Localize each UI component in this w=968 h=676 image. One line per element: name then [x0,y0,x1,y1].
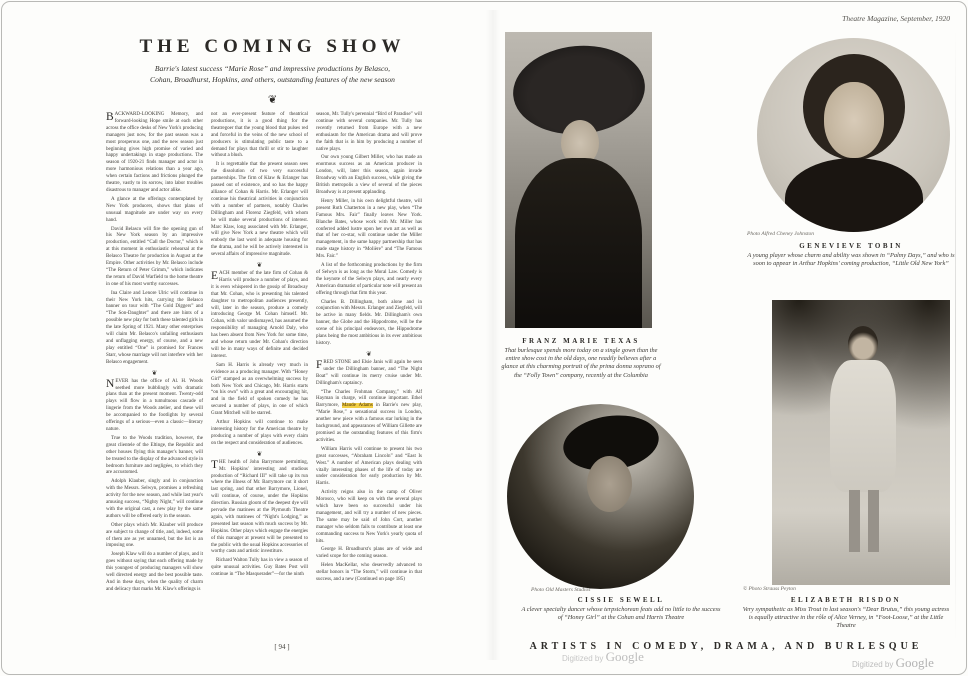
article-paragraph: Richard Walton Tully has in view a season of quite unusual activities. Guy Bates Post will continue in “The Masquerader”—for the ninth [211,558,308,578]
photo-name-risdon: ELIZABETH RISDON [790,596,902,604]
magazine-issue-header: Theatre Magazine, September, 1920 [842,14,950,23]
article-paragraph: Activity reigns also in the camp of Oliver Morosco, who will keep on with the several plays which have been so successful under his management, and will try a number of new pieces. The same may be said of John Cort, another manager who seldom fails to contribute at least one commanding success to New York's yearly quota of hits. [316,490,422,544]
cissie-sewell-photo [507,404,694,589]
article-paragraph: Joseph Klaw will do a number of plays, and it goes without saying that each offering made by this youngest of producing managers will show well directed energy and the best possible taste. And in these days, when the quality of charm and delicacy that marks Mr. Klaw's offerings is [106,552,203,592]
article-title: THE COMING SHOW [139,36,406,57]
article-paragraph: Ina Claire and Lenore Ulric will continue in their New York hits, carrying the Belasco banner on tour with “The Gold Diggers” and “The Son-Daughter” and there are hints of a possible new play for both these talented girls in the late Spring of 1921. Many other enterprises will claim Mr. Belasco's unfailing enthusiasm and unflagging energy, of course, and a new play entitled “One” is promised for Frances Starr, whose marriage will not interfere with her Belasco engagement. [106,290,203,365]
google-logo: Google [605,649,644,664]
photo-name-sewell: CISSIE SEWELL [577,596,665,604]
article-paragraph: William Harris will continue to present his two great successes, “Abraham Lincoln” and “East Is West.” A number of American plays dealing with vitally interesting phases of the life of today are under consideration for early production by Mr. Harris. [316,446,422,487]
drop-cap: E [211,270,219,283]
photo-name-franz: FRANZ MARIE TEXAS [522,337,640,345]
article-paragraph: “The Charles Frohman Company,” with Alf Hayman in charge, will continue important. Ethel Barrymore, Maude Adams in Barrie's new play, “Marie Rose,” a sensational success in London, another new piece with a famous star lurking in the background, and appearances of William Gillette are promised as the outstanding features of this firm's activities. [316,389,422,443]
shoulders-shape [785,158,923,232]
article-paragraph: David Belasco will fire the opening gun of his New York season by an impressive production, entitled “Call the Doctor,” which is at this moment in enthusiastic rehearsal at the Belasco Theatre for production in August at the Empire. Other activities by Mr. Belasco include “The Return of Peter Grimm,” which indicates the return of David Warfield to the home theatre in one of his most worthy successes. [106,226,203,287]
article-paragraph: Adolph Klauber, singly and in conjunction with the Messrs. Selwyn, promises a refreshing activity for the new season, and while last year's amusing success, “Nighty Night,” will continue with the original cast, a new play by the same authors will be offered early in the season. [106,479,203,519]
article-paragraph: A list of the forthcoming productions by the firm of Selwyn is as long as the Moral Law. Comedy is the keynote of the Selwyn plays, and nearly every American dramatist of particular note will present an offering through that firm this year. [316,263,422,296]
head-shape [848,326,878,362]
page-edge-line [955,28,956,643]
google-watermark [562,649,644,665]
photo-name-tobin: GENEVIEVE TOBIN [799,242,903,250]
photo-credit-sewell: Photo Old Masters Studios [531,587,591,593]
drop-cap: F [316,358,323,371]
photo-caption-sewell: A clever specialty dancer whose terpsichorean feats add no little to the success of “Honey Girl” at the Cohan and Harris Theatre [521,606,721,622]
article-columns [106,112,422,596]
subtitle-line-2: Cohan, Broadhurst, Hopkins, and others, outstanding features of the new season [150,74,395,84]
article-paragraph: EACH member of the late firm of Cohan & Harris will produce a number of plays, and it is even whispered in the gossip of Broadway that Mr. Cohan, who is presenting his talented daughter to metropolitan audiences presently, will, later in the season, produce a comedy introducing George M. Cohan himself. Mr. Cohan, with valor undismayed, has assumed the responsibility of managing Arnold Daly, who has been absent from New York for some time, and whose return under Mr. Cohan's direction will be in many ways of definite and decided interest. [211,270,308,359]
section-ornament-icon: ❦ [256,262,263,270]
subtitle-line-1: Barrie's latest success “Marie Rose” and impressive productions by Belasco, [154,64,391,73]
google-logo: Google [895,655,934,670]
drop-cap: N [106,377,115,390]
elizabeth-risdon-photo [772,300,950,585]
article-paragraph: Henry Miller, in his own delightful theatre, will present Ruth Chatterton in a new play, when “The Famous Mrs. Fair” finally leaves New York. Blanche Bates, whose work with Mr. Miller has conferred added lustre upon her own art as well as that of her co-star, will continue under the Miller management, in the same happy partnership that has made stage history in “Molière” and “The Famous Mrs. Fair.” [316,198,422,260]
article-paragraph: Charles B. Dillingham, both alone and in conjunction with Messrs. Erlanger and Ziegfeld, will be active in many fields. Mr. Dillingham's own banner, the Globe and the Hippodrome, will be the scene of his principal endeavors, the Hippodrome plans being the most ambitious in its ever ambitious history. [316,299,422,346]
face-shape [824,82,884,158]
article-paragraph: A glance at the offerings contemplated by New York producers, shows that plans of unusual magnitude are under way on every hand. [106,196,203,223]
digitized-by-label: Digitized by [562,654,604,663]
digitized-by-label: Digitized by [852,660,894,669]
leg-shape [849,490,860,552]
face-shape [587,456,632,512]
article-paragraph: FRED STONE and Elsie Janis will again be seen under the Dillingham banner, and “The Night Boat” will continue its merry cruise under Mr. Dillingham's captaincy. [316,358,422,386]
article-paragraph: Arthur Hopkins will continue to make interesting history for the American theatre by producing a number of plays with every claim on the respect and consideration of audiences. [211,420,308,446]
photo-caption-franz: That burlesque spends more today on a single gown than the entire show cost in the old days, one readily believes after a glance at this charming portrait of the prima donna soprano of the “Folly Town” company, recently at the Columbia [501,347,661,379]
page-gutter-shadow [486,10,500,660]
article-paragraph: George H. Broadhurst's plans are of wide and varied scope for the coming season. [316,547,422,560]
article-paragraph: NEVER has the office of Al. H. Woods seethed more bubblingly with dramatic plans than at the present moment. Twenty-odd plays will flow in a tumultuous cascade of lingerie from the Woods atelier, and these will be accompanied to the footlights by several offerings of a serious—even a classic—literary nature. [106,377,203,432]
section-ornament-icon: ❦ [256,450,263,458]
section-ornament-icon: ❦ [366,350,372,358]
section-ornament-icon: ❦ [151,369,158,377]
franz-marie-texas-photo [505,32,652,328]
article-column [106,112,203,596]
article-paragraph: season, Mr. Tully's perennial “Bird of Paradise” will continue with several companies. Mr. Tully has recently returned from Europe with a new enthusiasm for the American drama and will prove the faith that is in him by producing a number of native plays. [316,112,422,152]
title-ornament-icon: ❦ [267,94,278,106]
search-highlight: Maude Adams [341,403,373,409]
drop-cap: T [211,458,219,471]
leg-shape [868,490,879,552]
google-watermark [852,655,934,671]
photo-caption-risdon: Very sympathetic as Miss Trout in last season's “Dear Brutus,” this young actress is equally attractive in the rôle of Alice Verney, in “Foot-Loose,” at the Little Theatre [742,606,950,630]
article-column [316,112,422,596]
article-paragraph: BACKWARD-LOOKING Memory, and forward-looking Hope smile at each other across the office desks of New York's producing managers just now, for the past season was a most prosperous one, and the new season just beginning gives high promise of varied and happy undertakings in stage productions. The season of 1920-21 finds manager and actor in more harmonious relations than a year ago, when certain factions and frictions plunged the theatre, vastly to its sorrow, into labor troubles disastrous to manager and actor alike. [106,111,203,193]
article-paragraph: THE health of John Barrymore permitting, Mr. Hopkins' interesting and studious production of “Richard III” will take up its run where the illness of Mr. Barrymore cut it short last spring, and that other Barrymore, Lionel, will continue, of course, under the Hopkins direction. Russian gloom of the deepest dye will pervade the matinees at the Plymouth Theatre again, with matinees of “Night's Lodging,” as presented last season with much success by Mr. Hopkins. Other plays which engage the energies of this manager at present will be presented to the public with the usual Hopkins accessories of worthy casts and artistic investiture. [211,458,308,555]
photo-credit-risdon: © Photo Strauss Peyton [743,586,796,592]
article-subtitle [95,64,450,85]
drop-cap: B [106,111,114,123]
photo-caption-tobin: A young player whose charm and ability was shown in “Palmy Days,” and who is soon to appear in Arthur Hopkins' coming production, “Little Old New York” [747,252,955,268]
article-paragraph: Our own young Gilbert Miller, who has made an enormous success as an American producer in London, will, later this season, again invade Broadway with an English success, while giving the British metropolis a view of several of the pieces Broadway is at present applauding. [316,155,422,195]
genevieve-tobin-photo [757,38,950,232]
photo-credit-tobin: Photo Alfred Cheney Johnston [747,231,815,237]
article-paragraph: Other plays which Mr. Klauber will produce are subject to change of title, and, indeed, some of them are as yet unnamed, but the list is an imposing one. [106,522,203,549]
article-paragraph: Sam H. Harris is already very much in evidence as a producing manager. With “Honey Girl” stamped as an overwhelming success by both New York and Chicago, Mr. Harris starts “on his own” with a great and encouraging hit, and in the field of spoken comedy he has secured a number of plays, in one of which Grant Mitchell will be starred. [211,362,308,417]
page-number: [ 94 ] [274,643,290,651]
article-paragraph: It is regrettable that the present season sees the dissolution of two very successful partnerships. The firm of Klaw & Erlanger has passed out of existence, and so has the happy alliance of Cohan & Harris. Mr. Erlanger will continue his theatrical activities in conjunction with a number of partners, notably Charles Dillingham and Florenz Ziegfeld, with whom he will make several productions of interest. Marc Klaw, long associated with Mr. Erlanger, will give New York a new theatre which will embody the last word in adequate housing for the drama, and he will be actively interested in several affairs of impressive magnitude. [211,162,308,258]
article-column [211,112,308,596]
dress-shape [515,158,642,328]
dress-shape [830,360,896,492]
article-paragraph: not an ever-present feature of theatrical productions, it is a good thing for the theatregoer that the young blood that pulses red and forceful in the veins of the new school of producers is stimulating public taste to a demand for plays that thrill or stir to laughter without a blush. [211,112,308,159]
article-paragraph: Helen MacKellar, who deservedly advanced to stellar honors in “The Storm,” will continue in that success, and a new (Continued on page 185) [316,563,422,583]
article-paragraph: True to the Woods tradition, however, the great clientele of the Eltinge, the Republic and other houses flying this manager's banner, will be treated to the display of the advanced style in bedroom furniture and negligées, to which they are accustomed. [106,435,203,476]
bottom-section-banner: ARTISTS IN COMEDY, DRAMA, AND BURLESQUE [529,641,923,652]
